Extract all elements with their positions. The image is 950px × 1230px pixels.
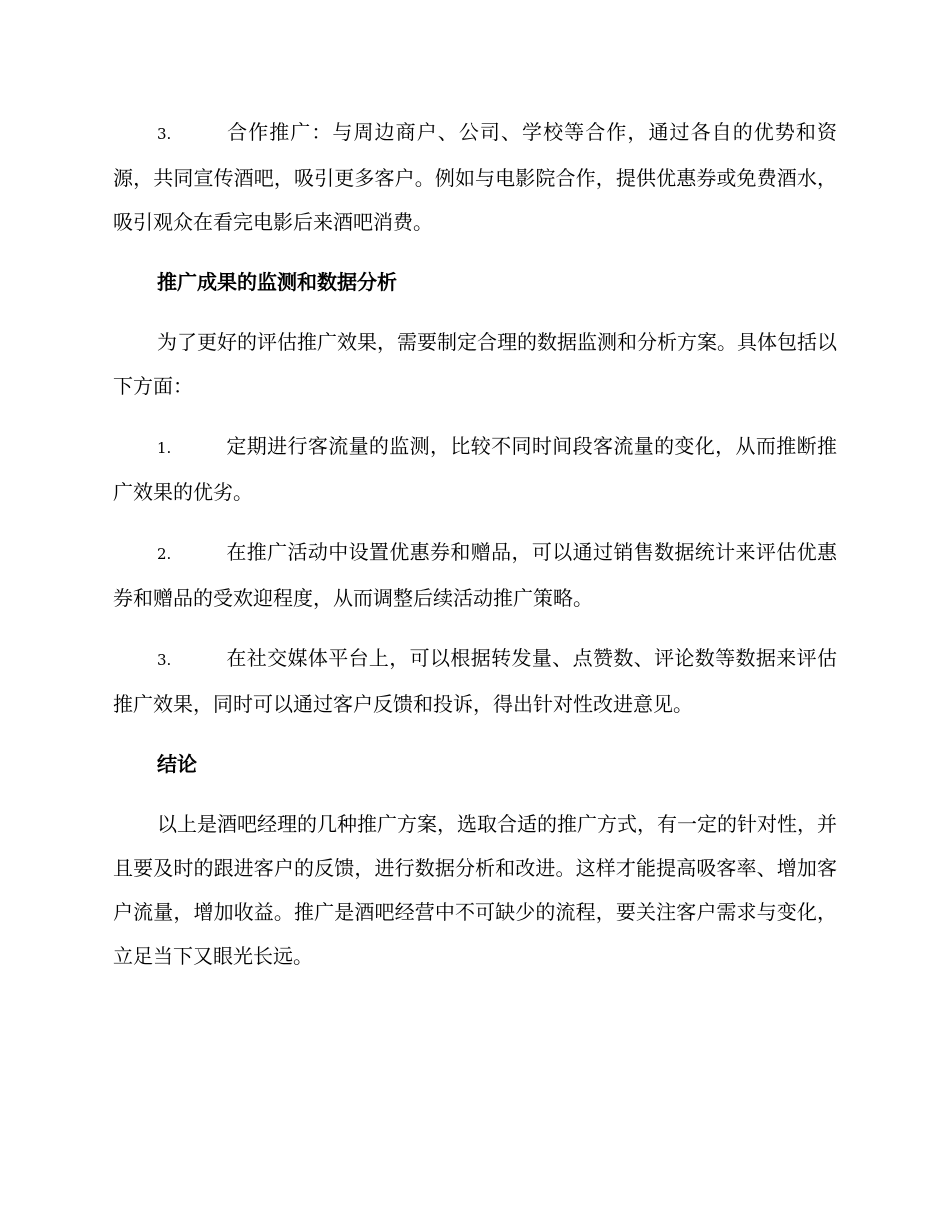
list-item-number: 3. (157, 651, 172, 669)
list-item-number: 1. (157, 439, 172, 457)
section-heading-monitoring: 推广成果的监测和数据分析 (157, 270, 397, 294)
list-item-cooperation-promotion (113, 110, 837, 244)
section-heading-conclusion: 结论 (157, 752, 197, 776)
list-item-text: 在社交媒体平台上，可以根据转发量、点赞数、评论数等数据来评估推广效果，同时可以通过客户反馈和投诉，得出针对性改进意见。 (113, 646, 837, 716)
list-item-text: 在推广活动中设置优惠券和赠品，可以通过销售数据统计来评估优惠券和赠品的受欢迎程度，从而调整后续活动推广策略。 (113, 540, 837, 610)
list-item-number: 3. (157, 125, 172, 143)
list-item-monitoring-2 (113, 530, 837, 620)
document-page (113, 110, 837, 994)
list-item-text: 定期进行客流量的监测，比较不同时间段客流量的变化，从而推断推广效果的优劣。 (113, 434, 837, 504)
monitoring-intro-paragraph: 为了更好的评估推广效果，需要制定合理的数据监测和分析方案。具体包括以下方面： (113, 330, 837, 398)
list-item-monitoring-1 (113, 424, 837, 514)
list-item-number: 2. (157, 545, 172, 563)
list-item-text: 合作推广：与周边商户、公司、学校等合作，通过各自的优势和资源，共同宣传酒吧，吸引更多客户。例如与电影院合作，提供优惠券或免费酒水，吸引观众在看完电影后来酒吧消费。 (113, 120, 837, 234)
conclusion-paragraph: 以上是酒吧经理的几种推广方案，选取合适的推广方式，有一定的针对性，并且要及时的跟进客户的反馈，进行数据分析和改进。这样才能提高吸客率、增加客户流量，增加收益。推广是酒吧经营中不可缺少的流程，要关注客户需求与变化，立足当下又眼光长远。 (113, 812, 837, 968)
list-item-monitoring-3 (113, 636, 837, 726)
